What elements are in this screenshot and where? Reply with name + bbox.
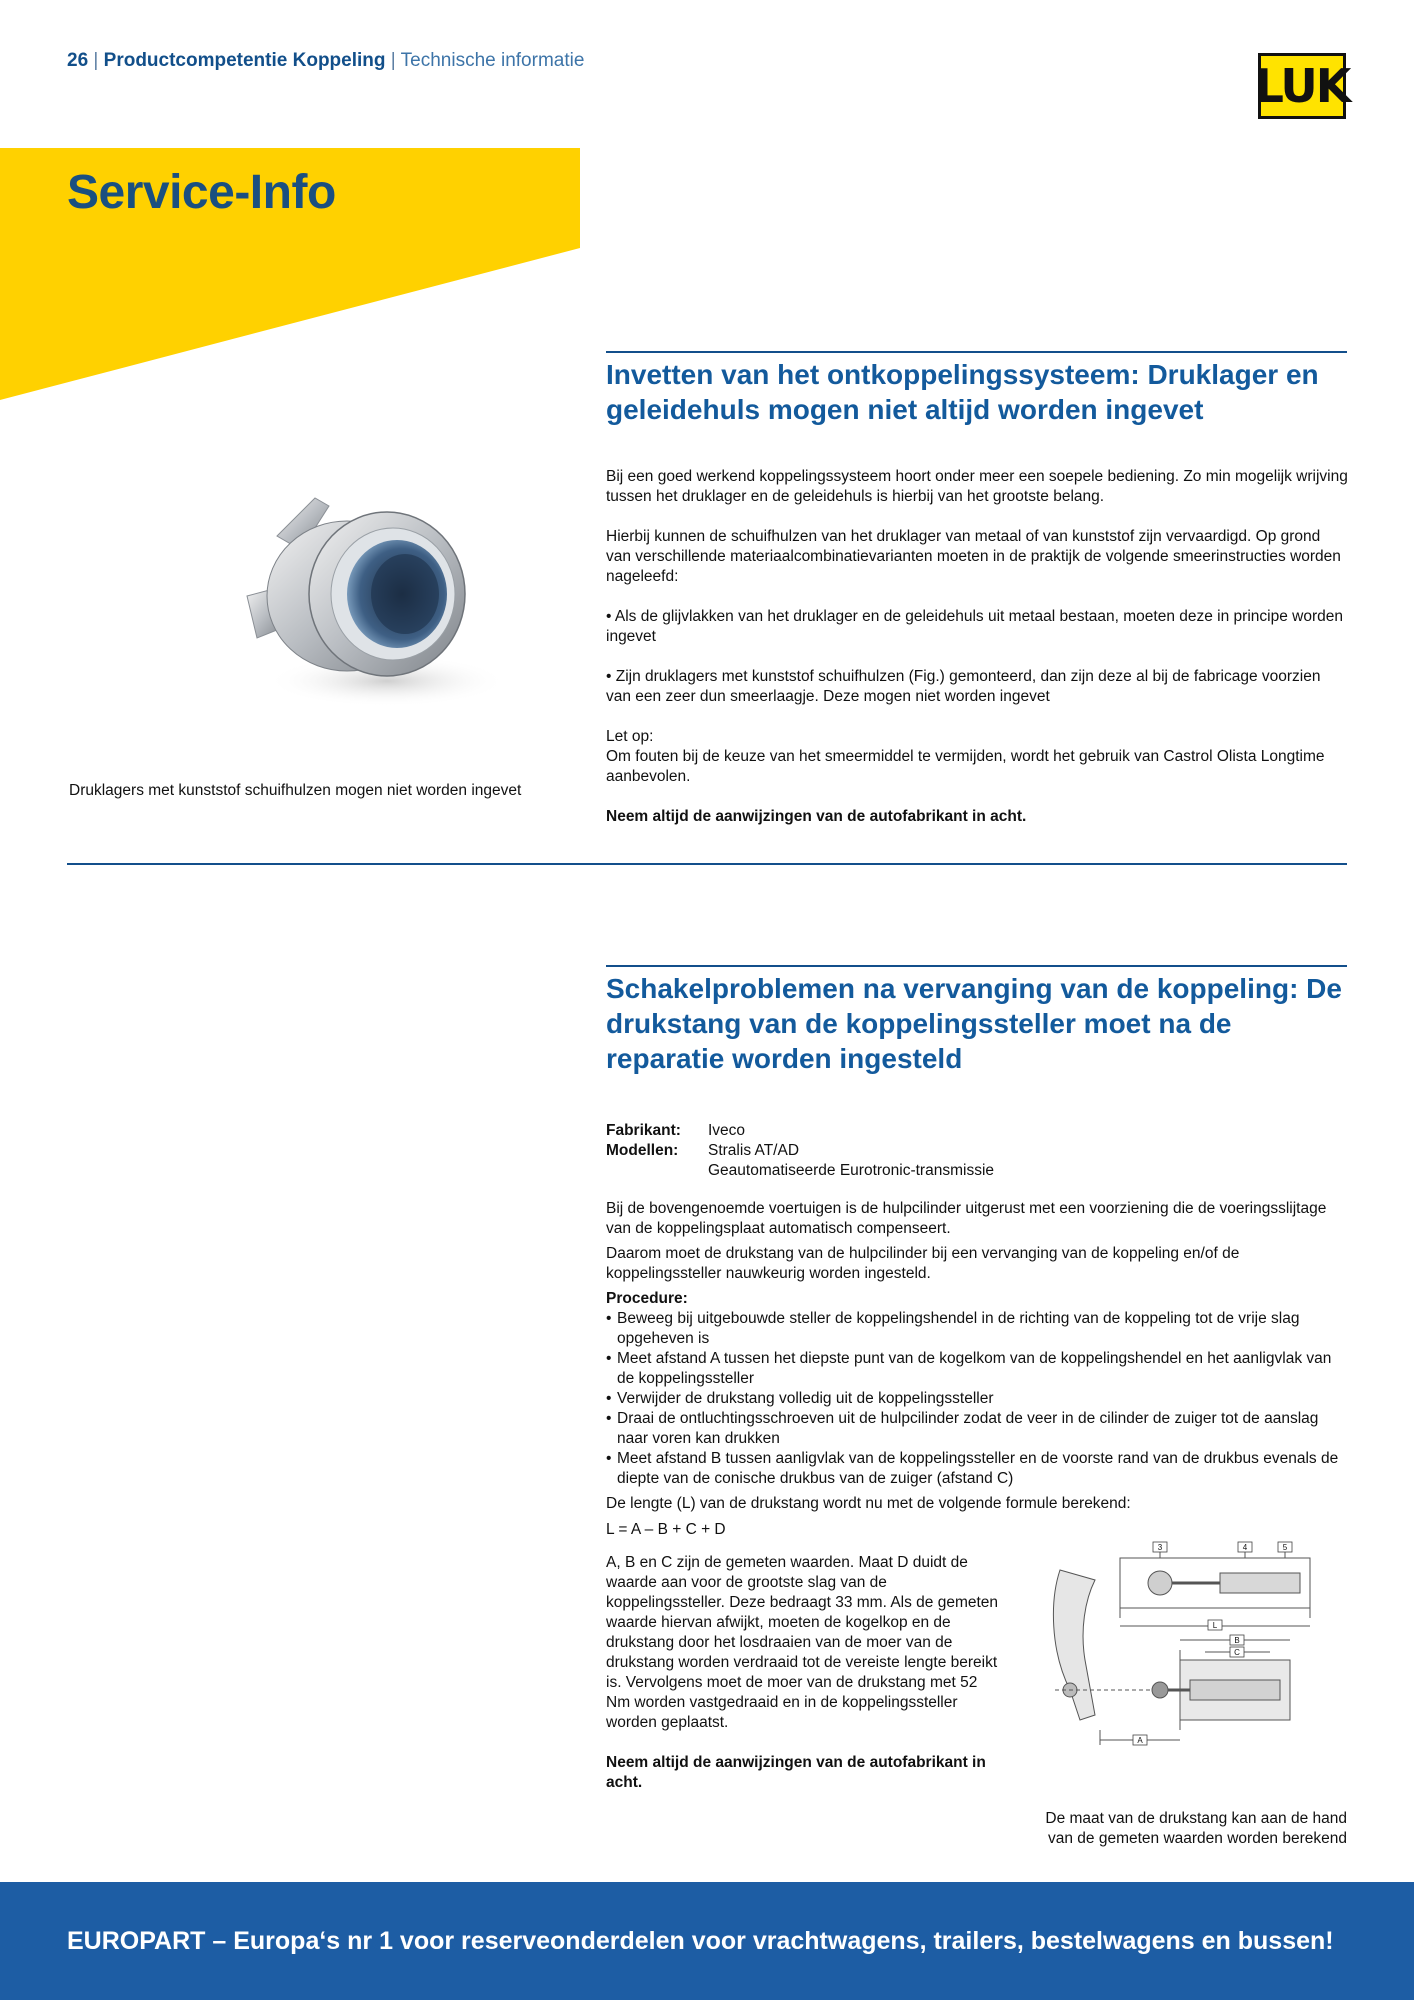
formula: L = A – B + C + D [606,1521,726,1538]
article1-image-caption: Druklagers met kunststof schuifhulzen mogen niet worden ingevet [69,782,522,799]
pushrod-diagram [1040,1540,1320,1760]
procedure-label: Procedure: [606,1290,688,1307]
procedure-step: • Draai de ontluchtingsschroeven uit de hulpcilinder zodat de veer in de cilinder de zuiger tot de aanslag naar voren kan drukken [606,1409,1348,1449]
header-subsection: Technische informatie [400,50,585,71]
procedure-list [606,1309,1348,1489]
diagram-label-a: A [1137,1736,1143,1745]
article2-paragraph-1: Bij de bovengenoemde voertuigen is de hulpcilinder uitgerust met een voorziening die de voeringsslijtage van de koppelingsplaat automatisch compenseert. [606,1200,1327,1237]
article2-body [606,1199,1348,1540]
article1-body [606,467,1348,847]
procedure-step: • Meet afstand A tussen het diepste punt van de kogelkom van de koppelingshendel en het aanligvlak van de koppelingssteller [606,1349,1348,1389]
diagram-label-l: L [1212,1621,1218,1630]
model-line-2: Geautomatiseerde Eurotronic-transmissie [708,1162,995,1179]
manufacturer-value: Iveco [708,1122,746,1139]
article2-top-rule [606,965,1347,967]
header-separator-2: | [390,50,396,71]
footer-banner [0,1882,1414,2000]
article1-bottom-rule [67,863,1347,865]
model-line-1: Stralis AT/AD [708,1142,800,1159]
vehicle-info-table [606,1121,994,1181]
diagram-caption [960,1809,1347,1849]
article2-title: Schakelproblemen na vervanging van de koppeling: De drukstang van de koppelingssteller moet na de reparatie worden ingesteld [606,973,1342,1074]
banner-title: Service-Info [67,166,336,219]
header-separator: | [93,50,99,71]
release-bearing-photo [237,476,507,716]
procedure-step: • Verwijder de drukstang volledig uit de koppelingssteller [606,1389,1348,1409]
diagram-label-b: B [1234,1636,1240,1645]
diagram-label-4: 4 [1242,1543,1248,1552]
article1-bold-note: Neem altijd de aanwijzingen van de autofabrikant in acht. [606,808,1027,825]
article2-explanation-block [606,1553,1002,1793]
procedure-step: • Meet afstand B tussen aanligvlak van de koppelingssteller en de voorste rand van de drukbus evenals de diepte van de conische drukbus van de zuiger (afstand C) [606,1449,1348,1489]
article2-paragraph-2: Daarom moet de drukstang van de hulpcilinder bij een vervanging van de koppeling en/of de koppelingssteller nauwkeurig worden ingesteld. [606,1245,1240,1282]
footer-text: EUROPART – Europa‘s nr 1 voor reserveonderdelen voor vrachtwagens, trailers, bestelwagens en bussen! [67,1926,1334,1955]
article1-bullet-2: • Zijn druklagers met kunststof schuifhulzen (Fig.) gemonteerd, dan zijn deze al bij de fabricage voorzien van een zeer dun smeerlaagje. Deze mogen niet worden ingevet [606,668,1321,705]
page-header [67,50,584,72]
article2-bold-note: Neem altijd de aanwijzingen van de autofabrikant in acht. [606,1754,986,1791]
procedure-step: • Beweeg bij uitgebouwde steller de koppelingshendel in de richting van de koppeling tot de vrije slag opgeheven is [606,1309,1348,1349]
formula-explanation: A, B en C zijn de gemeten waarden. Maat D duidt de waarde aan voor de grootste slag van de koppelingssteller. Deze bedraagt 33 mm. Als de gemeten waarde hiervan afwijkt, moeten de kogelkop en de drukstang door het losdraaien van de moer van de drukstang worden verdraaid tot de vereiste lengte bereikt is. Vervolgens moet de moer van de drukstang met 52 Nm worden vastgedraaid en in de koppelingssteller worden geplaatst. [606,1554,999,1731]
article1-note-label: Let op: [606,728,654,745]
luk-logo-text: LUK [1254,59,1350,113]
diagram-label-3: 3 [1157,1543,1163,1552]
diagram-caption-line-1: De maat van de drukstang kan aan de hand [1045,1810,1347,1827]
formula-intro: De lengte (L) van de drukstang wordt nu met de volgende formule berekend: [606,1495,1131,1512]
article1-paragraph-1: Bij een goed werkend koppelingssysteem hoort onder meer een soepele bediening. Zo min mogelijk wrijving tussen het druklager en de geleidehuls is hierbij van het grootste belang. [606,468,1348,505]
article1-paragraph-2: Hierbij kunnen de schuifhulzen van het druklager van metaal of van kunststof zijn vervaardigd. Op grond van verschillende materiaalcombinatievarianten moeten in de praktijk de volgende smeerinstructies worden nageleefd: [606,528,1341,585]
manufacturer-label: Fabrikant: [606,1122,681,1139]
article1-note-text: Om fouten bij de keuze van het smeermiddel te vermijden, wordt het gebruik van Castrol Olista Longtime aanbevolen. [606,748,1325,785]
diagram-label-5: 5 [1282,1543,1288,1552]
header-section: Productcompetentie Koppeling [103,50,386,71]
models-label: Modellen: [606,1142,679,1159]
diagram-caption-line-2: van de gemeten waarden worden berekend [1047,1830,1347,1847]
article1-bullet-1: • Als de glijvlakken van het druklager en de geleidehuls uit metaal bestaan, moeten deze in principe worden ingevet [606,608,1343,645]
diagram-label-c: C [1234,1648,1240,1657]
article1-top-rule [606,351,1347,353]
page-number: 26 [67,50,89,71]
article1-title: Invetten van het ontkoppelingssysteem: Druklager en geleidehuls mogen niet altijd worden ingevet [606,359,1319,425]
luk-logo [1254,53,1350,119]
